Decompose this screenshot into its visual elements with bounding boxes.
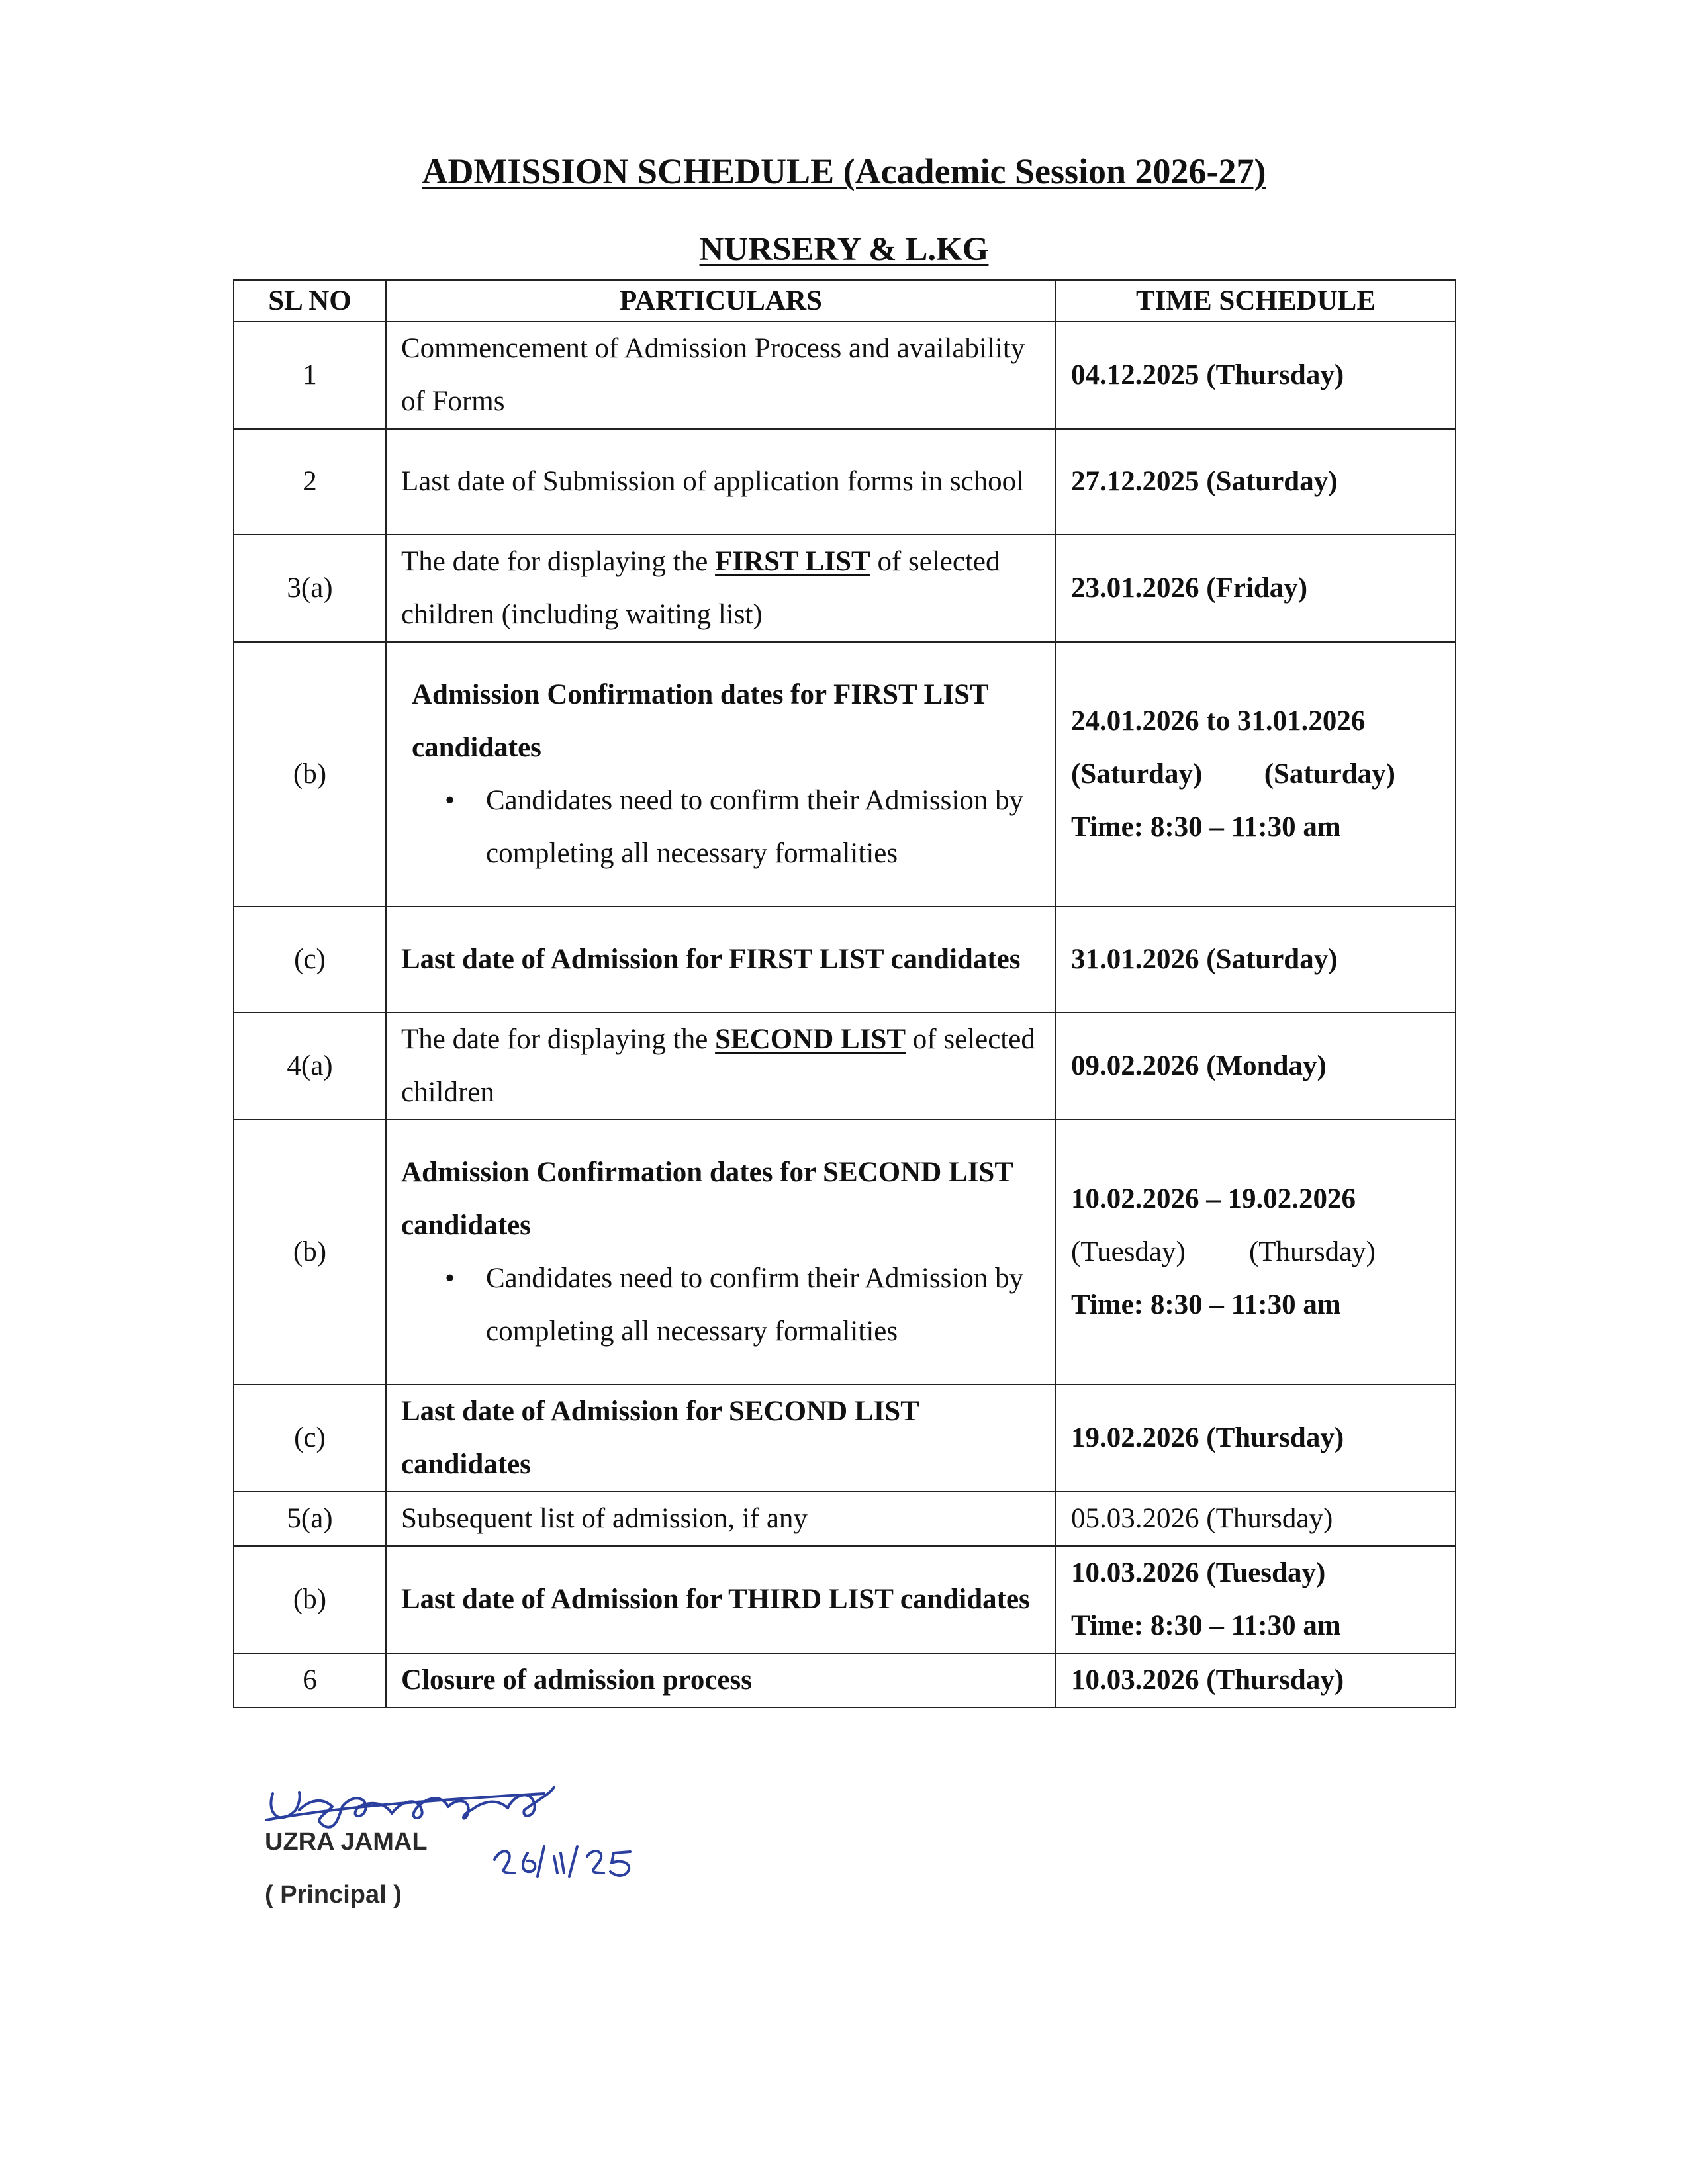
row-sl: 5(a) xyxy=(234,1492,386,1546)
row-particulars: The date for displaying the FIRST LIST of selected children (including waiting list) xyxy=(386,535,1056,642)
table-row xyxy=(234,1546,1456,1653)
row-time: 10.03.2026 (Tuesday) Time: 8:30 – 11:30 am xyxy=(1056,1546,1456,1653)
row-time: 19.02.2026 (Thursday) xyxy=(1056,1385,1456,1492)
row-time: 10.02.2026 – 19.02.2026 (Tuesday) (Thursday) Time: 8:30 – 11:30 am xyxy=(1056,1120,1456,1385)
row-particulars xyxy=(386,642,1056,907)
row-sl: (c) xyxy=(234,907,386,1013)
row-sl: (c) xyxy=(234,1385,386,1492)
row-sl: (b) xyxy=(234,1546,386,1653)
table-row xyxy=(234,1120,1456,1385)
row-particulars: The date for displaying the SECOND LIST of selected children xyxy=(386,1013,1056,1120)
row-particulars: Closure of admission process xyxy=(386,1653,1056,1707)
table-row xyxy=(234,1653,1456,1707)
row-time: 09.02.2026 (Monday) xyxy=(1056,1013,1456,1120)
row-time: 27.12.2025 (Saturday) xyxy=(1056,429,1456,535)
row-time: 04.12.2025 (Thursday) xyxy=(1056,322,1456,429)
row-sl: 2 xyxy=(234,429,386,535)
table-header-row xyxy=(234,280,1456,322)
row-particulars: Subsequent list of admission, if any xyxy=(386,1492,1056,1546)
row-particulars: Last date of Admission for FIRST LIST candidates xyxy=(386,907,1056,1013)
schedule-table xyxy=(233,279,1456,1708)
row-heading: Admission Confirmation dates for FIRST LIST candidates xyxy=(412,679,988,763)
table-row xyxy=(234,642,1456,907)
header-particulars: PARTICULARS xyxy=(386,280,1056,322)
first-list-emphasis: FIRST LIST xyxy=(715,546,870,577)
row-particulars: Commencement of Admission Process and availability of Forms xyxy=(386,322,1056,429)
list-item: • Candidates need to confirm their Admission by completing all necessary formalities xyxy=(486,1252,1043,1358)
table-row xyxy=(234,322,1456,429)
header-sl-no: SL NO xyxy=(234,280,386,322)
row-sl: 1 xyxy=(234,322,386,429)
row-sl: 3(a) xyxy=(234,535,386,642)
row-particulars: Last date of Admission for THIRD LIST candidates xyxy=(386,1546,1056,1653)
row-time: 31.01.2026 (Saturday) xyxy=(1056,907,1456,1013)
signatory-role: ( Principal ) xyxy=(265,1881,402,1909)
row-time: 05.03.2026 (Thursday) xyxy=(1056,1492,1456,1546)
table-row xyxy=(234,1385,1456,1492)
row-particulars xyxy=(386,1120,1056,1385)
row-sl: 6 xyxy=(234,1653,386,1707)
second-list-emphasis: SECOND LIST xyxy=(715,1024,906,1055)
row-time: 10.03.2026 (Thursday) xyxy=(1056,1653,1456,1707)
row-heading: Admission Confirmation dates for SECOND LIST candidates xyxy=(401,1157,1013,1241)
table-row xyxy=(234,1013,1456,1120)
row-particulars: Last date of Admission for SECOND LIST candidates xyxy=(386,1385,1056,1492)
table-row xyxy=(234,1492,1456,1546)
header-time-schedule: TIME SCHEDULE xyxy=(1056,280,1456,322)
row-sl: (b) xyxy=(234,642,386,907)
document-subtitle: NURSERY & L.KG xyxy=(699,231,989,268)
signatory-name: UZRA JAMAL xyxy=(265,1828,428,1856)
row-sl: 4(a) xyxy=(234,1013,386,1120)
row-sl: (b) xyxy=(234,1120,386,1385)
row-time: 24.01.2026 to 31.01.2026 (Saturday) (Saturday) Time: 8:30 – 11:30 am xyxy=(1056,642,1456,907)
row-time: 23.01.2026 (Friday) xyxy=(1056,535,1456,642)
row-particulars: Last date of Submission of application forms in school xyxy=(386,429,1056,535)
table-row xyxy=(234,907,1456,1013)
document-title: ADMISSION SCHEDULE (Academic Session 2026-27) xyxy=(422,152,1266,191)
list-item: • Candidates need to confirm their Admission by completing all necessary formalities xyxy=(486,774,1043,880)
table-row xyxy=(234,429,1456,535)
table-row xyxy=(234,535,1456,642)
